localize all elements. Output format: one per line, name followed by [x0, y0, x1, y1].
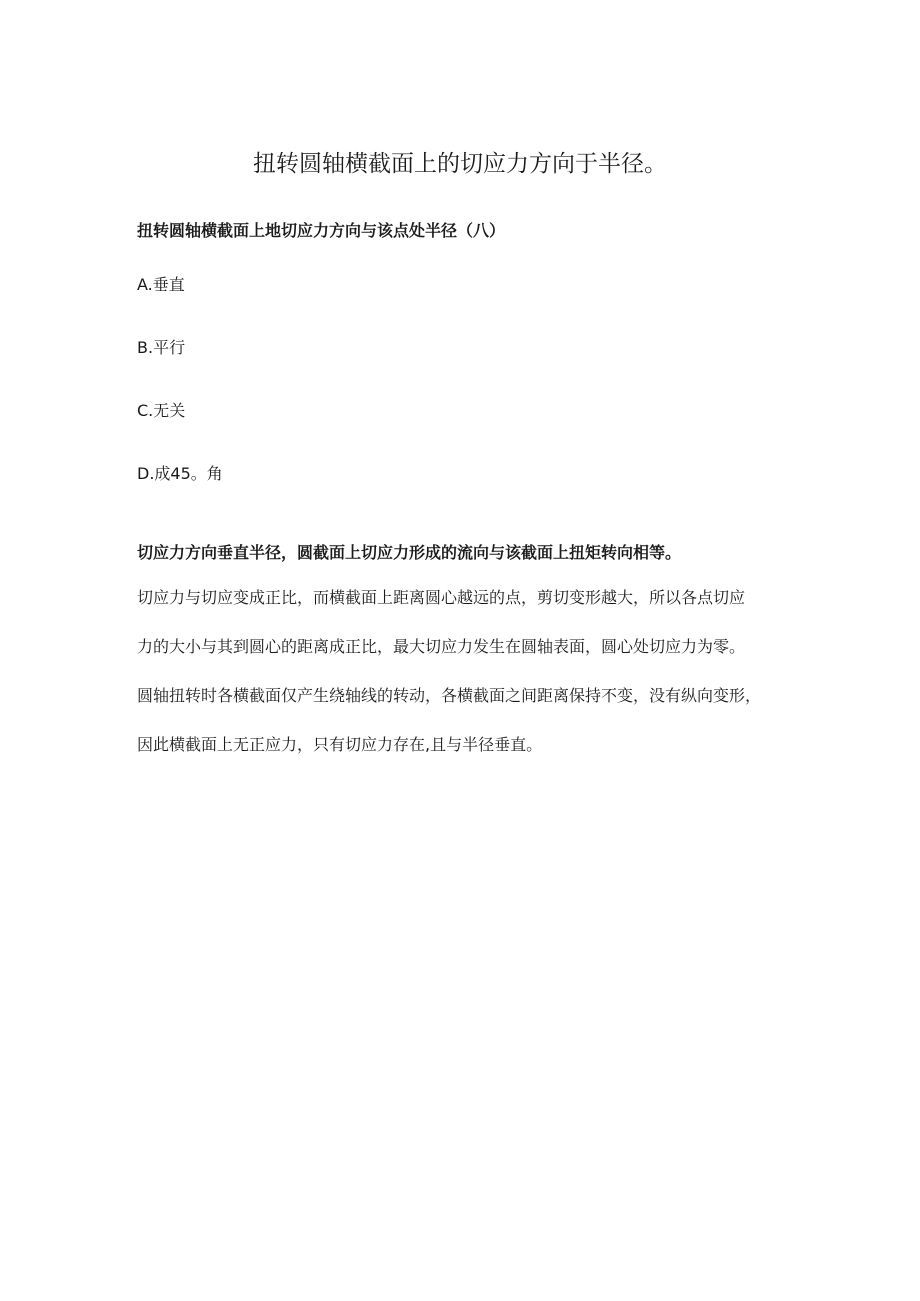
question-text: 扭转圆轴横截面上地切应力方向与该点处半径（八） — [137, 221, 506, 240]
explanation-line: 切应力与切应变成正比，而横截面上距离圆心越远的点，剪切变形越大，所以各点切应 — [137, 588, 746, 607]
explanation-paragraph — [137, 585, 797, 781]
answer-summary: 切应力方向垂直半径，圆截面上切应力形成的流向与该截面上扭矩转向相等。 — [137, 543, 682, 562]
option-a: A.垂直 — [137, 275, 185, 294]
option-d: D.成45。角 — [137, 464, 223, 483]
option-b: B.平行 — [137, 338, 186, 357]
document-title: 扭转圆轴横截面上的切应力方向于半径。 — [253, 151, 667, 177]
explanation-line: 力的大小与其到圆心的距离成正比，最大切应力发生在圆轴表面，圆心处切应力为零。 — [137, 637, 746, 656]
explanation-line: 圆轴扭转时各横截面仅产生绕轴线的转动，各横截面之间距离保持不变，没有纵向变形， — [137, 686, 762, 705]
option-c: C.无关 — [137, 401, 186, 420]
explanation-line: 因此横截面上无正应力，只有切应力存在,且与半径垂直。 — [137, 735, 543, 754]
